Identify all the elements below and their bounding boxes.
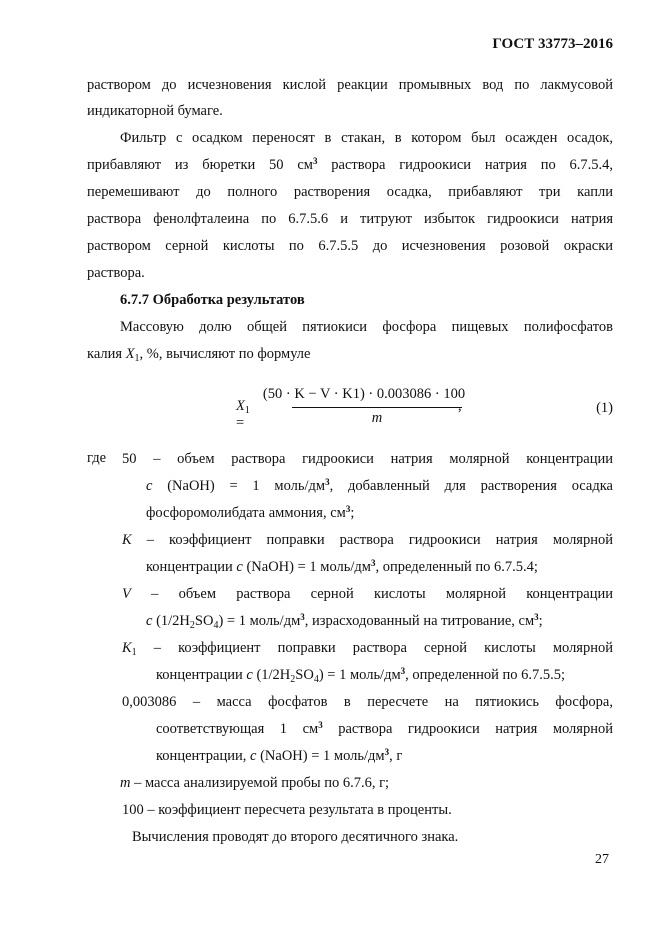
formula-denominator: m	[371, 410, 383, 426]
text-span: , израсходованный на титрование, см	[304, 613, 535, 629]
formula-tail: ,	[458, 398, 462, 414]
text-span: (NaOH) = 1 моль/дм	[152, 478, 326, 494]
superscript: 3	[300, 612, 305, 622]
paragraph-line: раствором серной кислоты по 6.7.5.5 до исчезновения розовой окраски	[87, 238, 613, 254]
subscript: 1	[244, 405, 250, 416]
text-span: калия	[87, 346, 126, 362]
text-span: прибавляют из бюретки 50 см	[87, 157, 313, 173]
text-span: раствора гидроокиси натрия по 6.7.5.4,	[317, 157, 614, 173]
definition-line	[122, 585, 613, 603]
variable: c	[250, 748, 257, 764]
paragraph-line: раствора фенолфталеина по 6.7.5.6 и титруют избыток гидроокиси натрия	[87, 211, 613, 227]
paragraph-line: Фильтр с осадком переносят в стакан, в котором был осажден осадок,	[120, 130, 613, 146]
subscript: 2	[290, 674, 296, 685]
text-span: , г	[389, 748, 403, 764]
page-number: 27	[595, 852, 609, 867]
definition-line	[146, 612, 613, 630]
text-span: , %, вычисляют по формуле	[139, 346, 311, 362]
text-span: (1/2H	[252, 667, 291, 683]
definition-line	[146, 504, 613, 522]
equation-number: (1)	[596, 400, 613, 416]
section-heading: 6.7.7 Обработка результатов	[120, 292, 305, 308]
definition-line	[122, 531, 613, 549]
superscript: 3	[345, 504, 351, 514]
superscript: 3	[400, 666, 406, 676]
text-span: концентрации	[156, 667, 247, 683]
text-span: SO	[194, 613, 214, 629]
paragraph-line	[87, 345, 613, 363]
text-span: – объем раствора серной кислоты молярной концентрации	[130, 586, 613, 602]
definition-line: 100 – коэффициент пересчета результата в проценты.	[122, 802, 452, 818]
variable: K	[122, 532, 132, 548]
definition-line	[156, 666, 613, 684]
text-span: ;	[350, 505, 355, 521]
subscript: 1	[131, 647, 137, 658]
text-span: ;	[538, 613, 543, 629]
equals-sign: =	[236, 415, 245, 431]
text-span: ) = 1 моль/дм	[218, 613, 301, 629]
variable: K	[122, 640, 132, 656]
definition-line	[120, 774, 613, 792]
text-span: ) = 1 моль/дм	[318, 667, 401, 683]
text-span: (NaOH) = 1 моль/дм	[242, 559, 371, 575]
definition-line	[122, 639, 613, 657]
text-span: SO	[295, 667, 314, 683]
formula-numerator: (50 · K − V · K1) · 0.003086 · 100	[262, 386, 466, 402]
variable: m	[120, 775, 131, 791]
fraction-bar	[292, 407, 462, 408]
text-span: (1/2H	[152, 613, 190, 629]
superscript: 3	[325, 477, 330, 487]
text-span: концентрации	[146, 559, 237, 575]
text-span: – коэффициент поправки раствора серной кислоты молярной	[136, 640, 613, 656]
text-span: , определенной по 6.7.5.5;	[405, 667, 566, 683]
definition-line: 0,003086 – масса фосфатов в пересчете на пятиокись фосфора,	[122, 694, 613, 710]
superscript: 3	[312, 156, 318, 166]
definition-line	[156, 747, 613, 765]
variable: V	[122, 586, 131, 602]
variable: c	[146, 478, 153, 494]
text-span: (NaOH) = 1 моль/дм	[256, 748, 385, 764]
text-span: , добавленный для растворения осадка	[329, 478, 613, 494]
paragraph-line: индикаторной бумаге.	[87, 103, 223, 119]
text-span: – коэффициент поправки раствора гидроокиси натрия молярной	[131, 532, 613, 548]
superscript: 3	[384, 747, 390, 757]
formula-lhs	[236, 398, 250, 432]
paragraph-line: раствором до исчезновения кислой реакции промывных вод по лакмусовой	[87, 77, 613, 93]
variable: c	[146, 613, 153, 629]
paragraph-line: перемешивают до полного растворения осадка, прибавляют три капли	[87, 184, 613, 200]
variable: c	[246, 667, 253, 683]
definition-line	[146, 477, 613, 495]
text-span: концентрации,	[156, 748, 251, 764]
text-span: , определенный по 6.7.5.4;	[375, 559, 538, 575]
superscript: 3	[318, 720, 323, 730]
subscript: 1	[134, 353, 140, 364]
text-span: – масса анализируемой пробы по 6.7.6, г;	[130, 775, 390, 791]
definition-line	[156, 720, 613, 738]
paragraph-line: Массовую долю общей пятиокиси фосфора пищевых полифосфатов	[120, 319, 613, 335]
paragraph-line: раствора.	[87, 265, 145, 281]
definition-line: 50 – объем раствора гидроокиси натрия молярной концентрации	[122, 451, 613, 467]
definition-line	[146, 558, 613, 576]
superscript: 3	[534, 612, 539, 622]
variable: c	[236, 559, 243, 575]
standard-code-header: ГОСТ 33773–2016	[492, 36, 613, 52]
text-span: раствора гидроокиси натрия молярной	[322, 721, 613, 737]
closing-line: Вычисления проводят до второго десятичного знака.	[132, 829, 459, 845]
text-span: соответствующая 1 см	[156, 721, 319, 737]
variable: X	[236, 398, 245, 414]
superscript: 3	[370, 558, 376, 568]
subscript: 2	[189, 620, 195, 631]
where-label: где	[87, 450, 107, 466]
subscript: 4	[213, 620, 219, 631]
paragraph-line	[87, 156, 613, 174]
variable: X	[125, 346, 135, 362]
subscript: 4	[313, 674, 319, 685]
text-span: фосфоромолибдата аммония, см	[146, 505, 346, 521]
